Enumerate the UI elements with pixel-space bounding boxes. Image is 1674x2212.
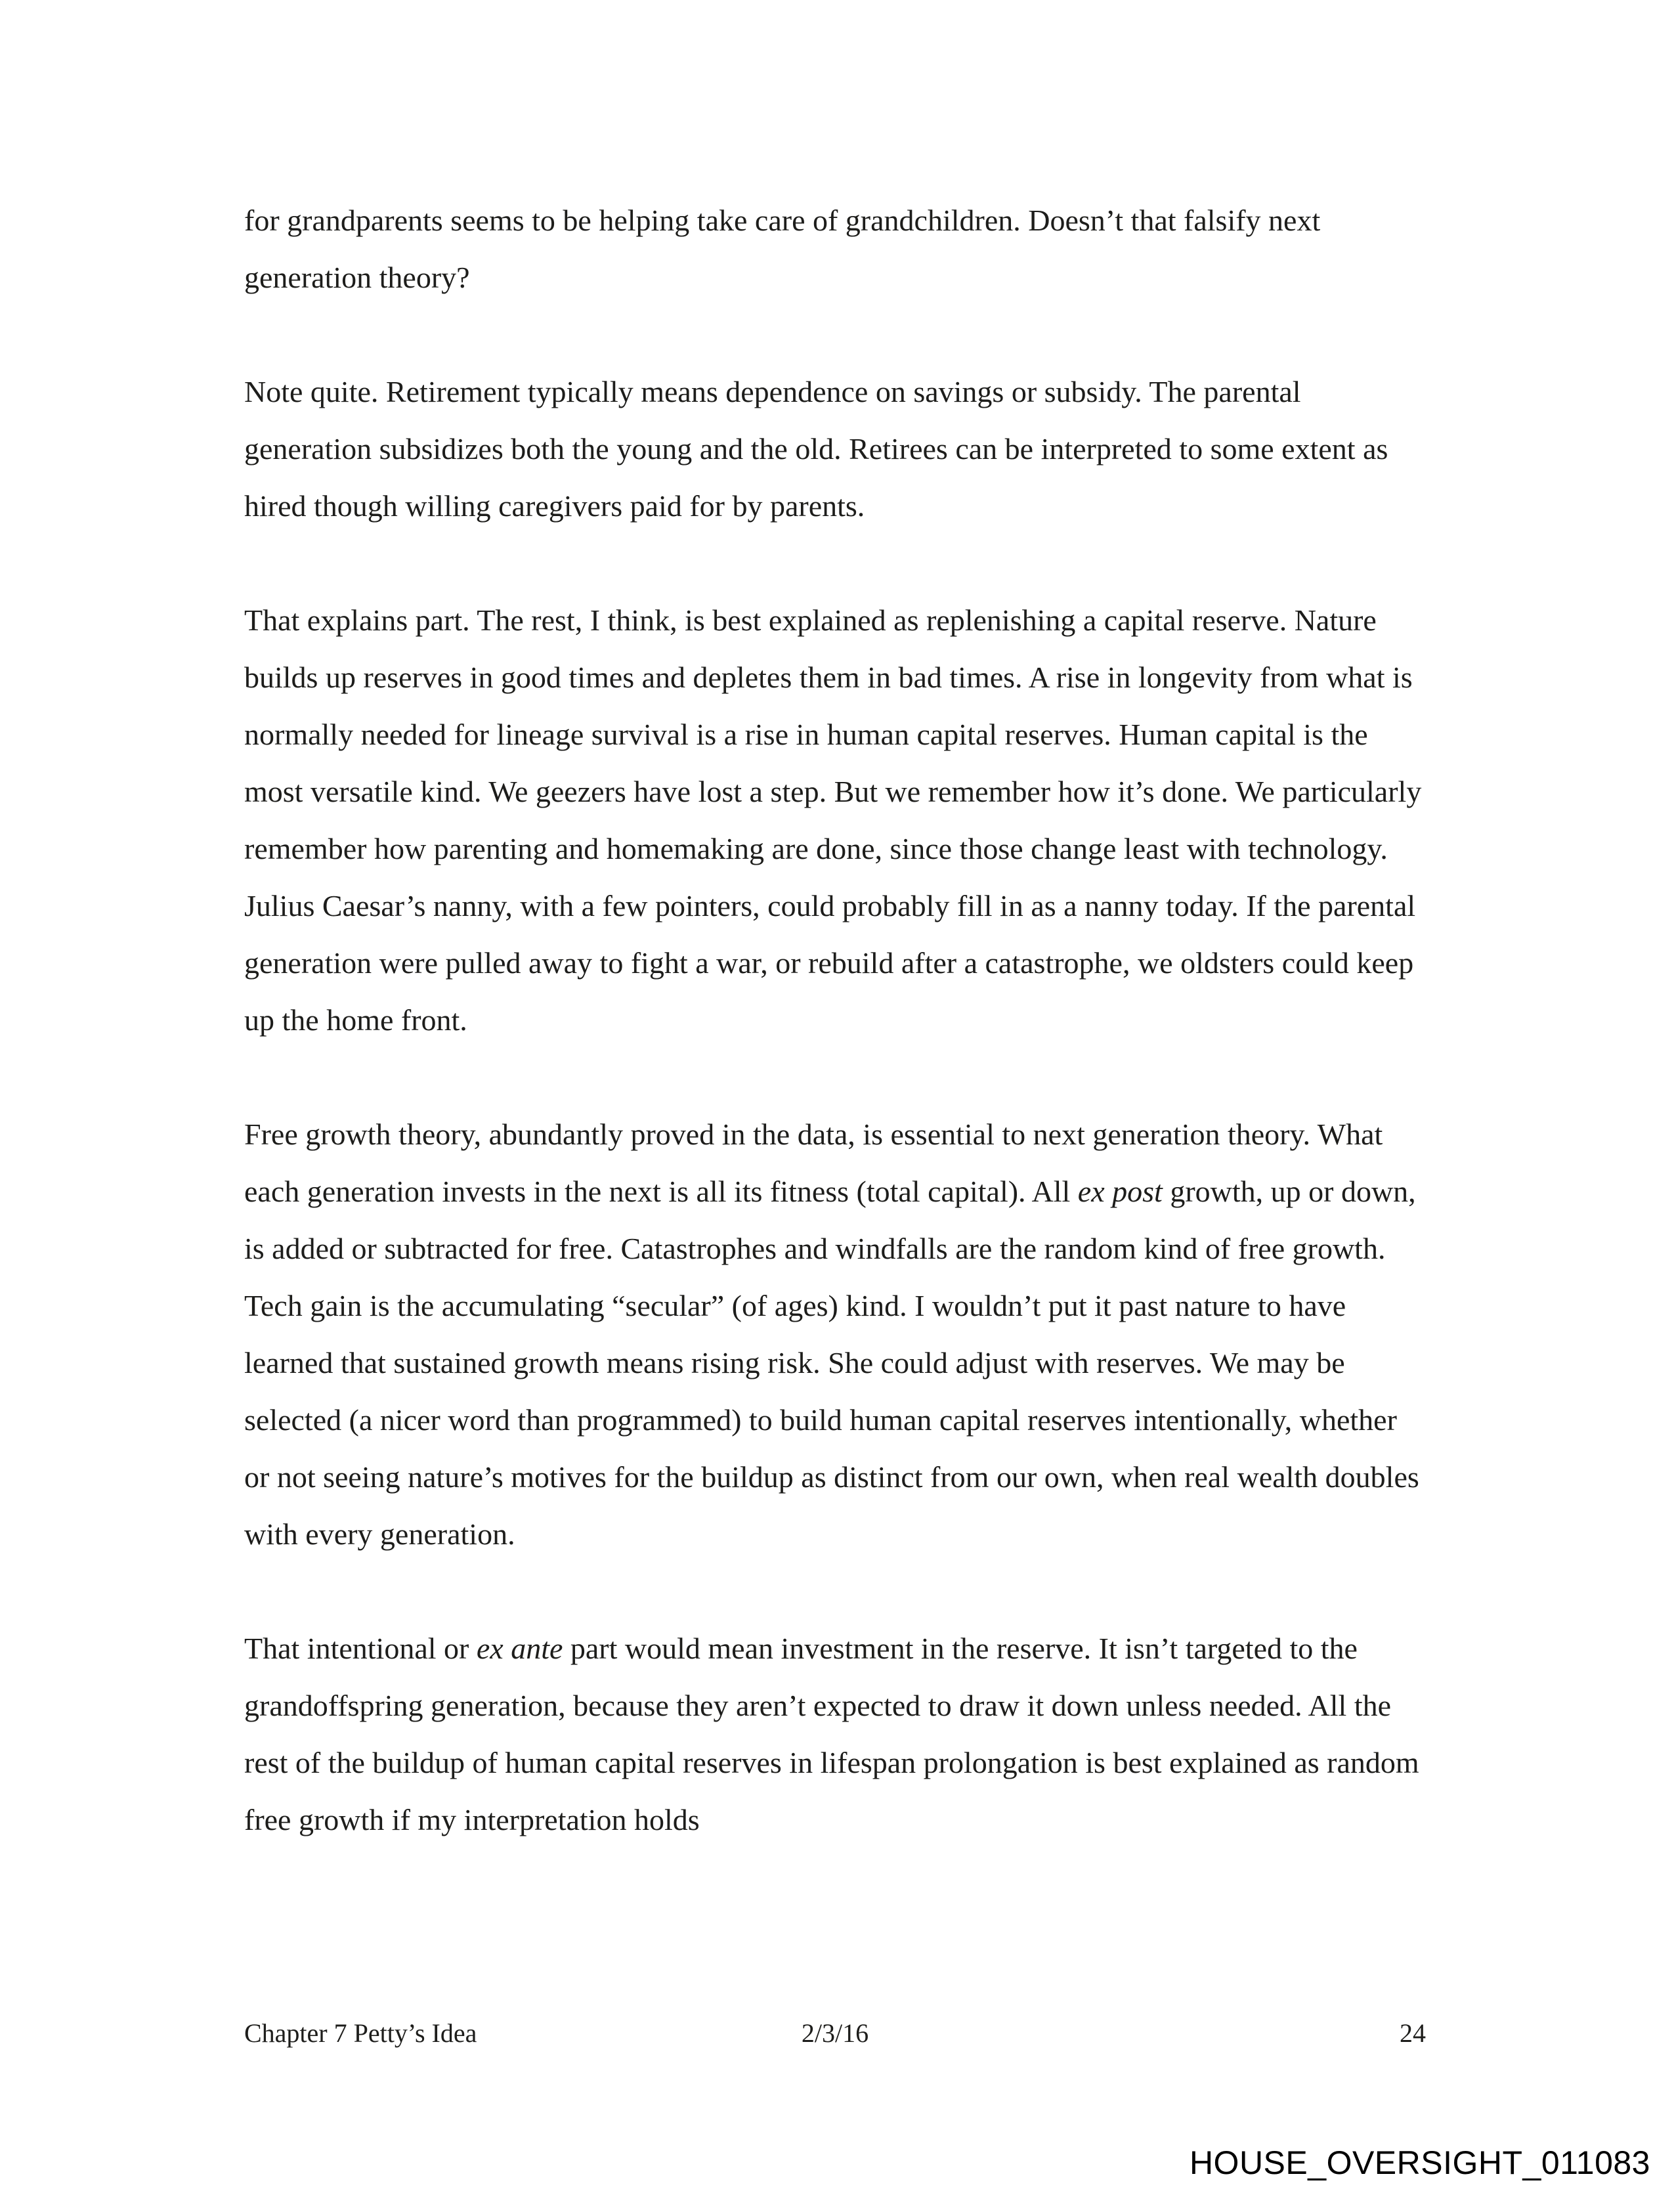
footer-date: 2/3/16: [801, 2018, 869, 2048]
paragraph-text: growth, up or down, is added or subtracted for free. Catastrophes and windfalls are the random kind of free growth. Tech gain is the accumulating “secular” (of ages) kind. I wouldn’t put it past nature to have learned that sustained growth means rising risk. She could adjust with reserves. We may be selected (a nicer word than programmed) to build human capital reserves intentionally, whether or not seeing nature’s motives for the buildup as distinct from our own, when real wealth doubles with every generation.: [244, 1175, 1419, 1551]
paragraph-text: That explains part. The rest, I think, is best explained as replenishing a capital reserve. Nature builds up reserves in good times and depletes them in bad times. A rise in longevity from what is normally needed for lineage survival is a rise in human capital reserves. Human capital is the most versatile kind. We geezers have lost a step. But we remember how it’s done. We particularly remember how parenting and homemaking are done, since those change least with technology. Julius Caesar’s nanny, with a few pointers, could probably fill in as a nanny today. If the parental generation were pulled away to fight a war, or rebuild after a catastrophe, we oldsters could keep up the home front.: [244, 603, 1422, 1037]
paragraph: [244, 1620, 1426, 1848]
footer-page-number: 24: [1400, 2018, 1426, 2048]
paragraph-text: Free growth theory, abundantly proved in the data, is essential to next generation theory. What each generation invests in the next is all its fitness (total capital). All: [244, 1117, 1383, 1208]
paragraph-text: Note quite. Retirement typically means dependence on savings or subsidy. The parental generation subsidizes both the young and the old. Retirees can be interpreted to some extent as hired though willing caregivers paid for by parents.: [244, 375, 1388, 523]
page-body-text: [244, 192, 1426, 1848]
italic-phrase: ex post: [1077, 1175, 1163, 1208]
paragraph-text: for grandparents seems to be helping take care of grandchildren. Doesn’t that falsify next generation theory?: [244, 204, 1321, 294]
paragraph: [244, 1106, 1426, 1563]
paragraph: [244, 363, 1426, 534]
page-footer: [244, 2017, 1426, 2050]
paragraph: [244, 192, 1426, 306]
paragraph-text: part would mean investment in the reserve. It isn’t targeted to the grandoffspring generation, because they aren’t expected to draw it down unless needed. All the rest of the buildup of human capital reserves in lifespan prolongation is best explained as random free growth if my interpretation holds: [244, 1632, 1419, 1836]
paragraph: [244, 592, 1426, 1049]
footer-chapter-title: Chapter 7 Petty’s Idea: [244, 2018, 477, 2048]
italic-phrase: ex ante: [476, 1632, 563, 1665]
paragraph-text: That intentional or: [244, 1632, 477, 1665]
bates-stamp: HOUSE_OVERSIGHT_011083: [1189, 2144, 1650, 2181]
